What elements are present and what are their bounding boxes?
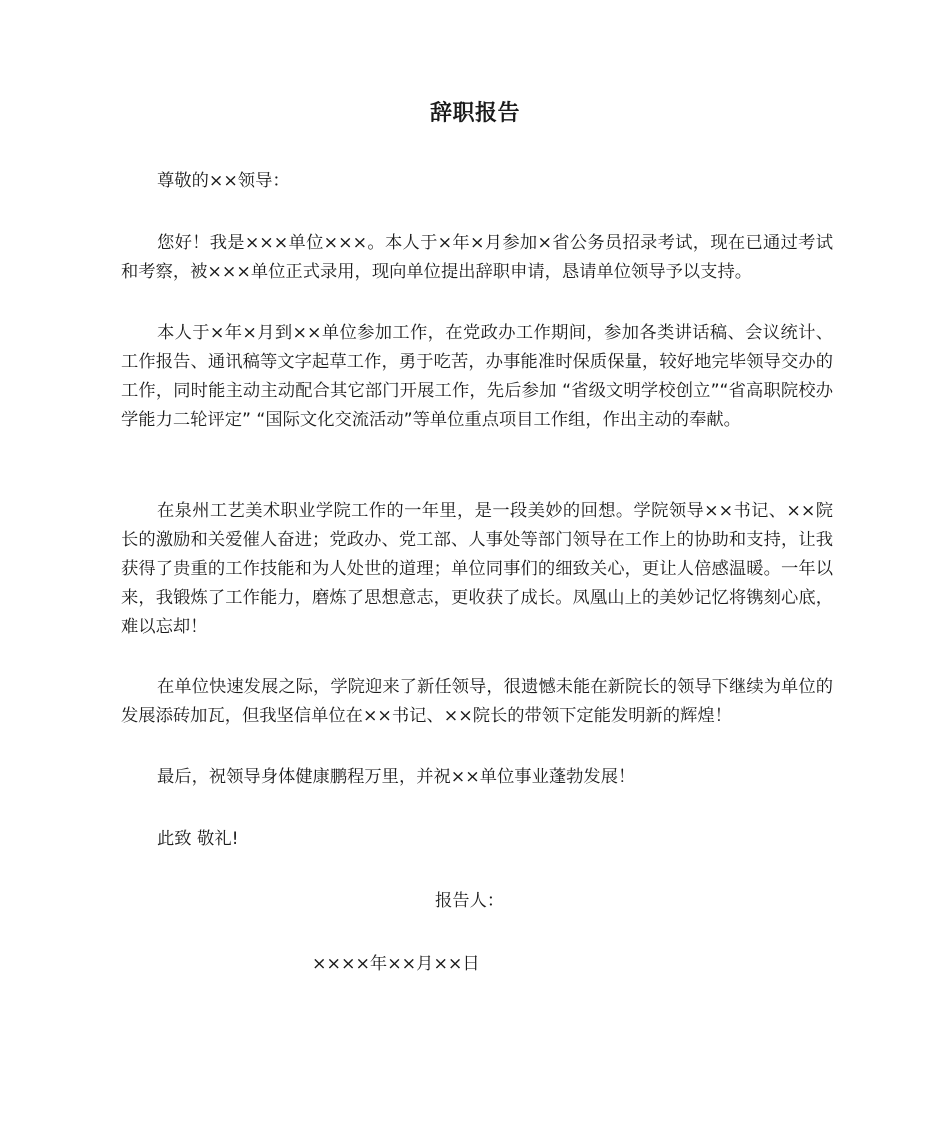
closing-salute: 此致 敬礼!: [157, 829, 239, 849]
salutation: 尊敬的××领导：: [157, 171, 290, 191]
paragraph-regret: 在单位快速发展之际，学院迎来了新任领导，很遗憾未能在新院长的领导下继续为单位的发展添砖加瓦，但我坚信单位在××书记、××院长的带领下定能发明新的辉煌！: [121, 677, 833, 726]
paragraph-wishes: 最后，祝领导身体健康鹏程万里，并祝××单位事业蓬勃发展！: [157, 767, 636, 787]
paragraph-work-experience: 本人于×年×月到××单位参加工作，在党政办工作期间，参加各类讲话稿、会议统计、工作报告、通讯稿等文字起草工作，勇于吃苦，办事能准时保质保量，较好地完毕领导交办的工作，同时能主动主动配合其它部门开展工作，先后参加 “省级文明学校创立”“省高职院校办学能力二轮评定” “国际文化交流活动”等单位重点项目工作组，作出主动的奉献。: [121, 323, 833, 430]
document-title: 辞职报告: [429, 101, 520, 126]
signer-label: 报告人：: [435, 891, 505, 911]
paragraph-gratitude: 在泉州工艺美术职业学院工作的一年里，是一段美妙的回想。学院领导××书记、××院长的激励和关爱催人奋进；党政办、党工部、人事处等部门领导在工作上的协助和支持，让我获得了贵重的工作技能和为人处世的道理；单位同事们的细致关心，更让人倍感温暖。一年以来，我锻炼了工作能力，磨炼了思想意志，更收获了成长。凤凰山上的美妙记忆将镌刻心底，难以忘却！: [121, 501, 833, 637]
report-date: ××××年××月××日: [312, 954, 480, 974]
paragraph-intro: 您好！我是×××单位×××。本人于×年×月参加×省公务员招录考试，现在已通过考试和考察，被×××单位正式录用，现向单位提出辞职申请，恳请单位领导予以支持。: [121, 233, 833, 282]
